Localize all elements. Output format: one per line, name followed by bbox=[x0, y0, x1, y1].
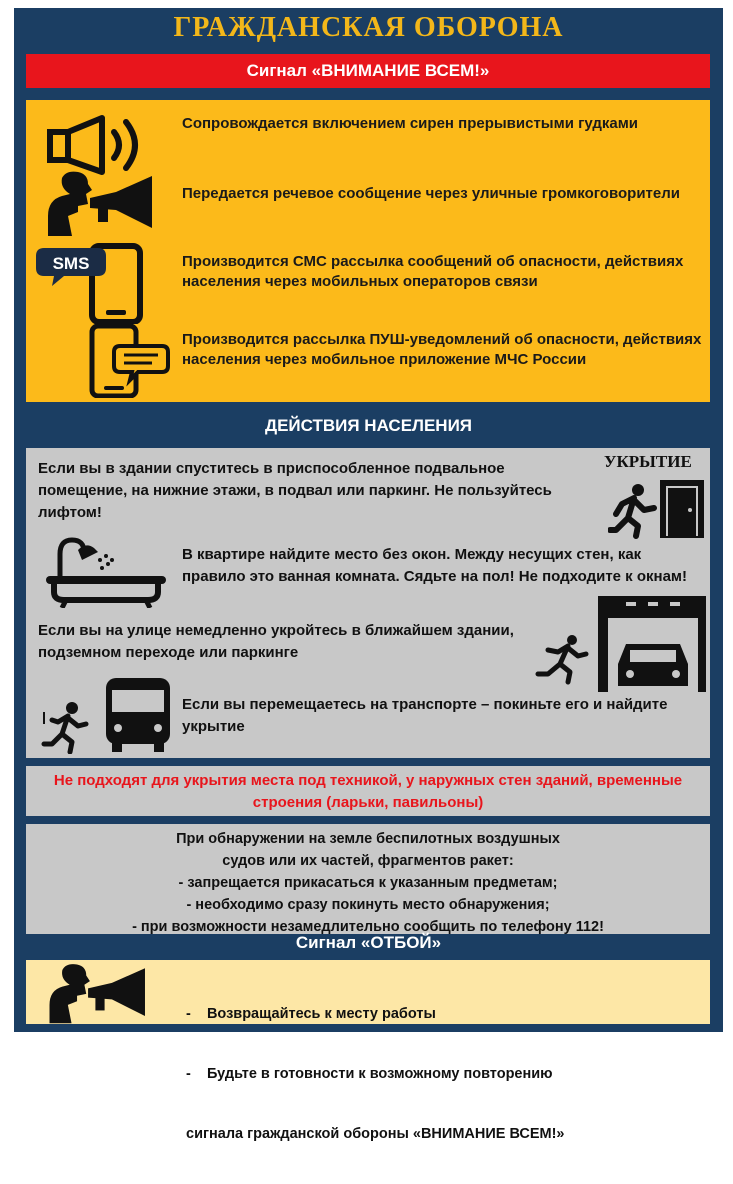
cancel-line: сигнала гражданской обороны «ВНИМАНИЕ ВСЕМ!» bbox=[186, 1126, 565, 1142]
signal-cancel-panel bbox=[26, 960, 710, 1142]
cancel-line: - Возвращайтесь к месту работы bbox=[186, 1006, 436, 1022]
drones-line: - необходимо сразу покинуть место обнаружения; bbox=[186, 897, 550, 913]
shelter-label: УКРЫТИЕ bbox=[604, 452, 692, 471]
attention-item-siren-text: Сопровождается включением сирен прерывистыми гудками bbox=[182, 115, 639, 132]
attention-item-sms-text: Производится СМС рассылка сообщений об опасности, действиях населения через мобильных операторов связи bbox=[182, 253, 684, 290]
siren-speaker-icon bbox=[44, 114, 156, 176]
warning-text: Не подходят для укрытия места под техникой, у наружных стен зданий, временные строения (ларьки, павильоны) bbox=[26, 766, 710, 816]
running-to-door-icon bbox=[608, 478, 708, 540]
bus-escape-icon bbox=[40, 674, 174, 754]
poster bbox=[14, 8, 723, 1142]
attention-item-megaphone-text: Передается речевое сообщение через уличные громкоговорители bbox=[182, 185, 680, 202]
actions-header: ДЕЙСТВИЯ НАСЕЛЕНИЯ bbox=[264, 416, 473, 435]
drones-line: судов или их частей, фрагментов ракет: bbox=[222, 853, 514, 869]
megaphone-person-icon bbox=[44, 962, 156, 1024]
signal-attention-banner: Сигнал «ВНИМАНИЕ ВСЕМ!» bbox=[26, 54, 710, 88]
bathtub-icon bbox=[42, 534, 170, 608]
page-title: ГРАЖДАНСКАЯ ОБОРОНА bbox=[173, 12, 564, 43]
actions-panel bbox=[26, 448, 710, 758]
megaphone-person-icon bbox=[42, 170, 164, 236]
drones-line: - запрещается прикасаться к указанным предметам; bbox=[178, 875, 558, 891]
underground-parking-icon bbox=[526, 594, 710, 694]
attention-item-push-text: Производится рассылка ПУШ-уведомлений об опасности, действиях населения через мобильное приложение МЧС России bbox=[182, 331, 702, 368]
signal-cancel-text bbox=[186, 964, 706, 1184]
cancel-line: - Будьте в готовности к возможному повторению bbox=[186, 1066, 553, 1082]
drones-line: - при возможности незамедлительно сообщить по телефону 112! bbox=[132, 919, 604, 935]
action-apartment-text: В квартире найдите место без окон. Между несущих стен, как правило это ванная комната. Сядьте на пол! Не подходите к окнам! bbox=[182, 546, 688, 585]
action-transport-text: Если вы перемещаетесь на транспорте – покиньте его и найдите укрытие bbox=[182, 696, 668, 735]
sms-phone-icon bbox=[34, 238, 156, 324]
drones-panel bbox=[26, 824, 710, 934]
push-phone-icon bbox=[86, 322, 170, 398]
action-street-text: Если вы на улице немедленно укройтесь в ближайшем здании, подземном переходе или паркинге bbox=[38, 622, 514, 661]
drones-line: При обнаружении на земле беспилотных воздушных bbox=[176, 831, 560, 847]
signal-cancel-header: Сигнал «ОТБОЙ» bbox=[295, 933, 442, 952]
sms-badge: SMS bbox=[52, 254, 90, 273]
action-building-text: Если вы в здании спуститесь в приспособленное подвальное помещение, на нижние этажи, в подвал или паркинг. Не пользуйтесь лифтом! bbox=[38, 460, 552, 521]
signal-attention-panel bbox=[26, 100, 710, 402]
